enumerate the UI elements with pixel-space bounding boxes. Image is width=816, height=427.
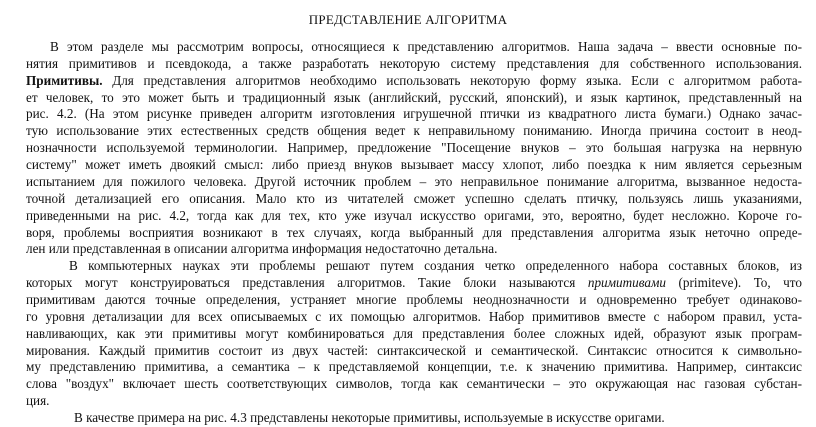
text-line: ция.	[26, 393, 50, 408]
text-span: (primiteve). То, что	[666, 275, 802, 290]
text-line: точной детализацией его описания. Мало кто из читателей сможет успешно сделать птичку, пользуясь лишь указаниями,	[26, 191, 802, 206]
text-line: навливающих, как эти примитивы могут комбинироваться для представления более сложных идей, образуют язык програм-	[26, 326, 802, 341]
text-line: ет человек, то это может быть и традиционный язык (английский, русский, японский), и язык картинок, представленный на	[26, 90, 802, 105]
text-line: систему" может иметь двоякий смысл: либо приезд внуков вызывает массу хлопот, либо поездка к ним является серьезным	[26, 157, 802, 172]
text-line: го уровня детализации для всех описываемых с их помощью алгоритмов. Набор примитивов вместе с набором правил, уста-	[26, 309, 802, 324]
text-line: тую использование этих естественных средств общения ведет к неправильному пониманию. Иногда причина состоит в неод-	[26, 123, 802, 138]
text-line: му представлению примитива, а семантика – к представляемой концепции, т.е. к значению примитива. Например, синтаксис	[26, 359, 802, 374]
text-span: которых могут конструироваться представления алгоритмов. Такие блоки называются	[26, 275, 588, 290]
text-span: Для представления алгоритмов необходимо использовать некоторую форму языка. Если с алгоритмом работа-	[102, 73, 802, 88]
text-line: В компьютерных науках эти проблемы решают путем создания четко определенного набора составных блоков, из	[69, 258, 802, 273]
text-line: примитивам даются точные определения, устраняет многие проблемы неоднозначности и одновременно требует одинаково-	[26, 292, 802, 307]
text-line: испытанием для пожилого человека. Другой источник проблем – это неправильное понимание алгоритма, вызванное недоста-	[26, 174, 802, 189]
text-line: мирования. Каждый примитив состоит из двух частей: синтаксической и семантической. Синтаксис относится к символьно-	[26, 343, 802, 358]
text-line: нозначности используемой терминологии. Например, предложение "Посещение внуков – это большая нагрузка на нервную	[26, 140, 802, 155]
text-line: В качестве примера на рис. 4.3 представлены некоторые примитивы, используемые в искусстве оригами.	[74, 410, 665, 425]
text-line: слова "воздух" включает шесть соответствующих символов, тогда как семантически – это окружающая нас газовая субстан-	[26, 376, 802, 391]
text-line: рис. 4.2. (На этом рисунке приведен алгоритм изготовления игрушечной птички из квадратного листа бумаги.) Однако зачас-	[26, 106, 802, 121]
text-line: лен или представленная в описании алгоритма информация недостаточно детальна.	[26, 241, 498, 256]
text-line: нятия примитивов и псевдокода, а также разработать некоторую систему представления для собственного использования.	[26, 56, 802, 71]
italic-term: примитивами	[587, 275, 666, 290]
page-title: ПРЕДСТАВЛЕНИЕ АЛГОРИТМА	[308, 12, 508, 27]
text-line: В этом разделе мы рассмотрим вопросы, относящиеся к представлению алгоритмов. Наша задача – ввести основные по-	[50, 39, 802, 54]
bold-term: Примитивы.	[26, 73, 103, 88]
text-line: воря, проблемы восприятия возникают в тех случаях, когда выбранный для представления алгоритма язык неточно опреде-	[26, 225, 802, 240]
text-line: приведенными на рис. 4.2, тогда как для тех, кто уже изучал искусство оригами, это, вероятно, будет несложно. Короче го-	[26, 208, 802, 223]
